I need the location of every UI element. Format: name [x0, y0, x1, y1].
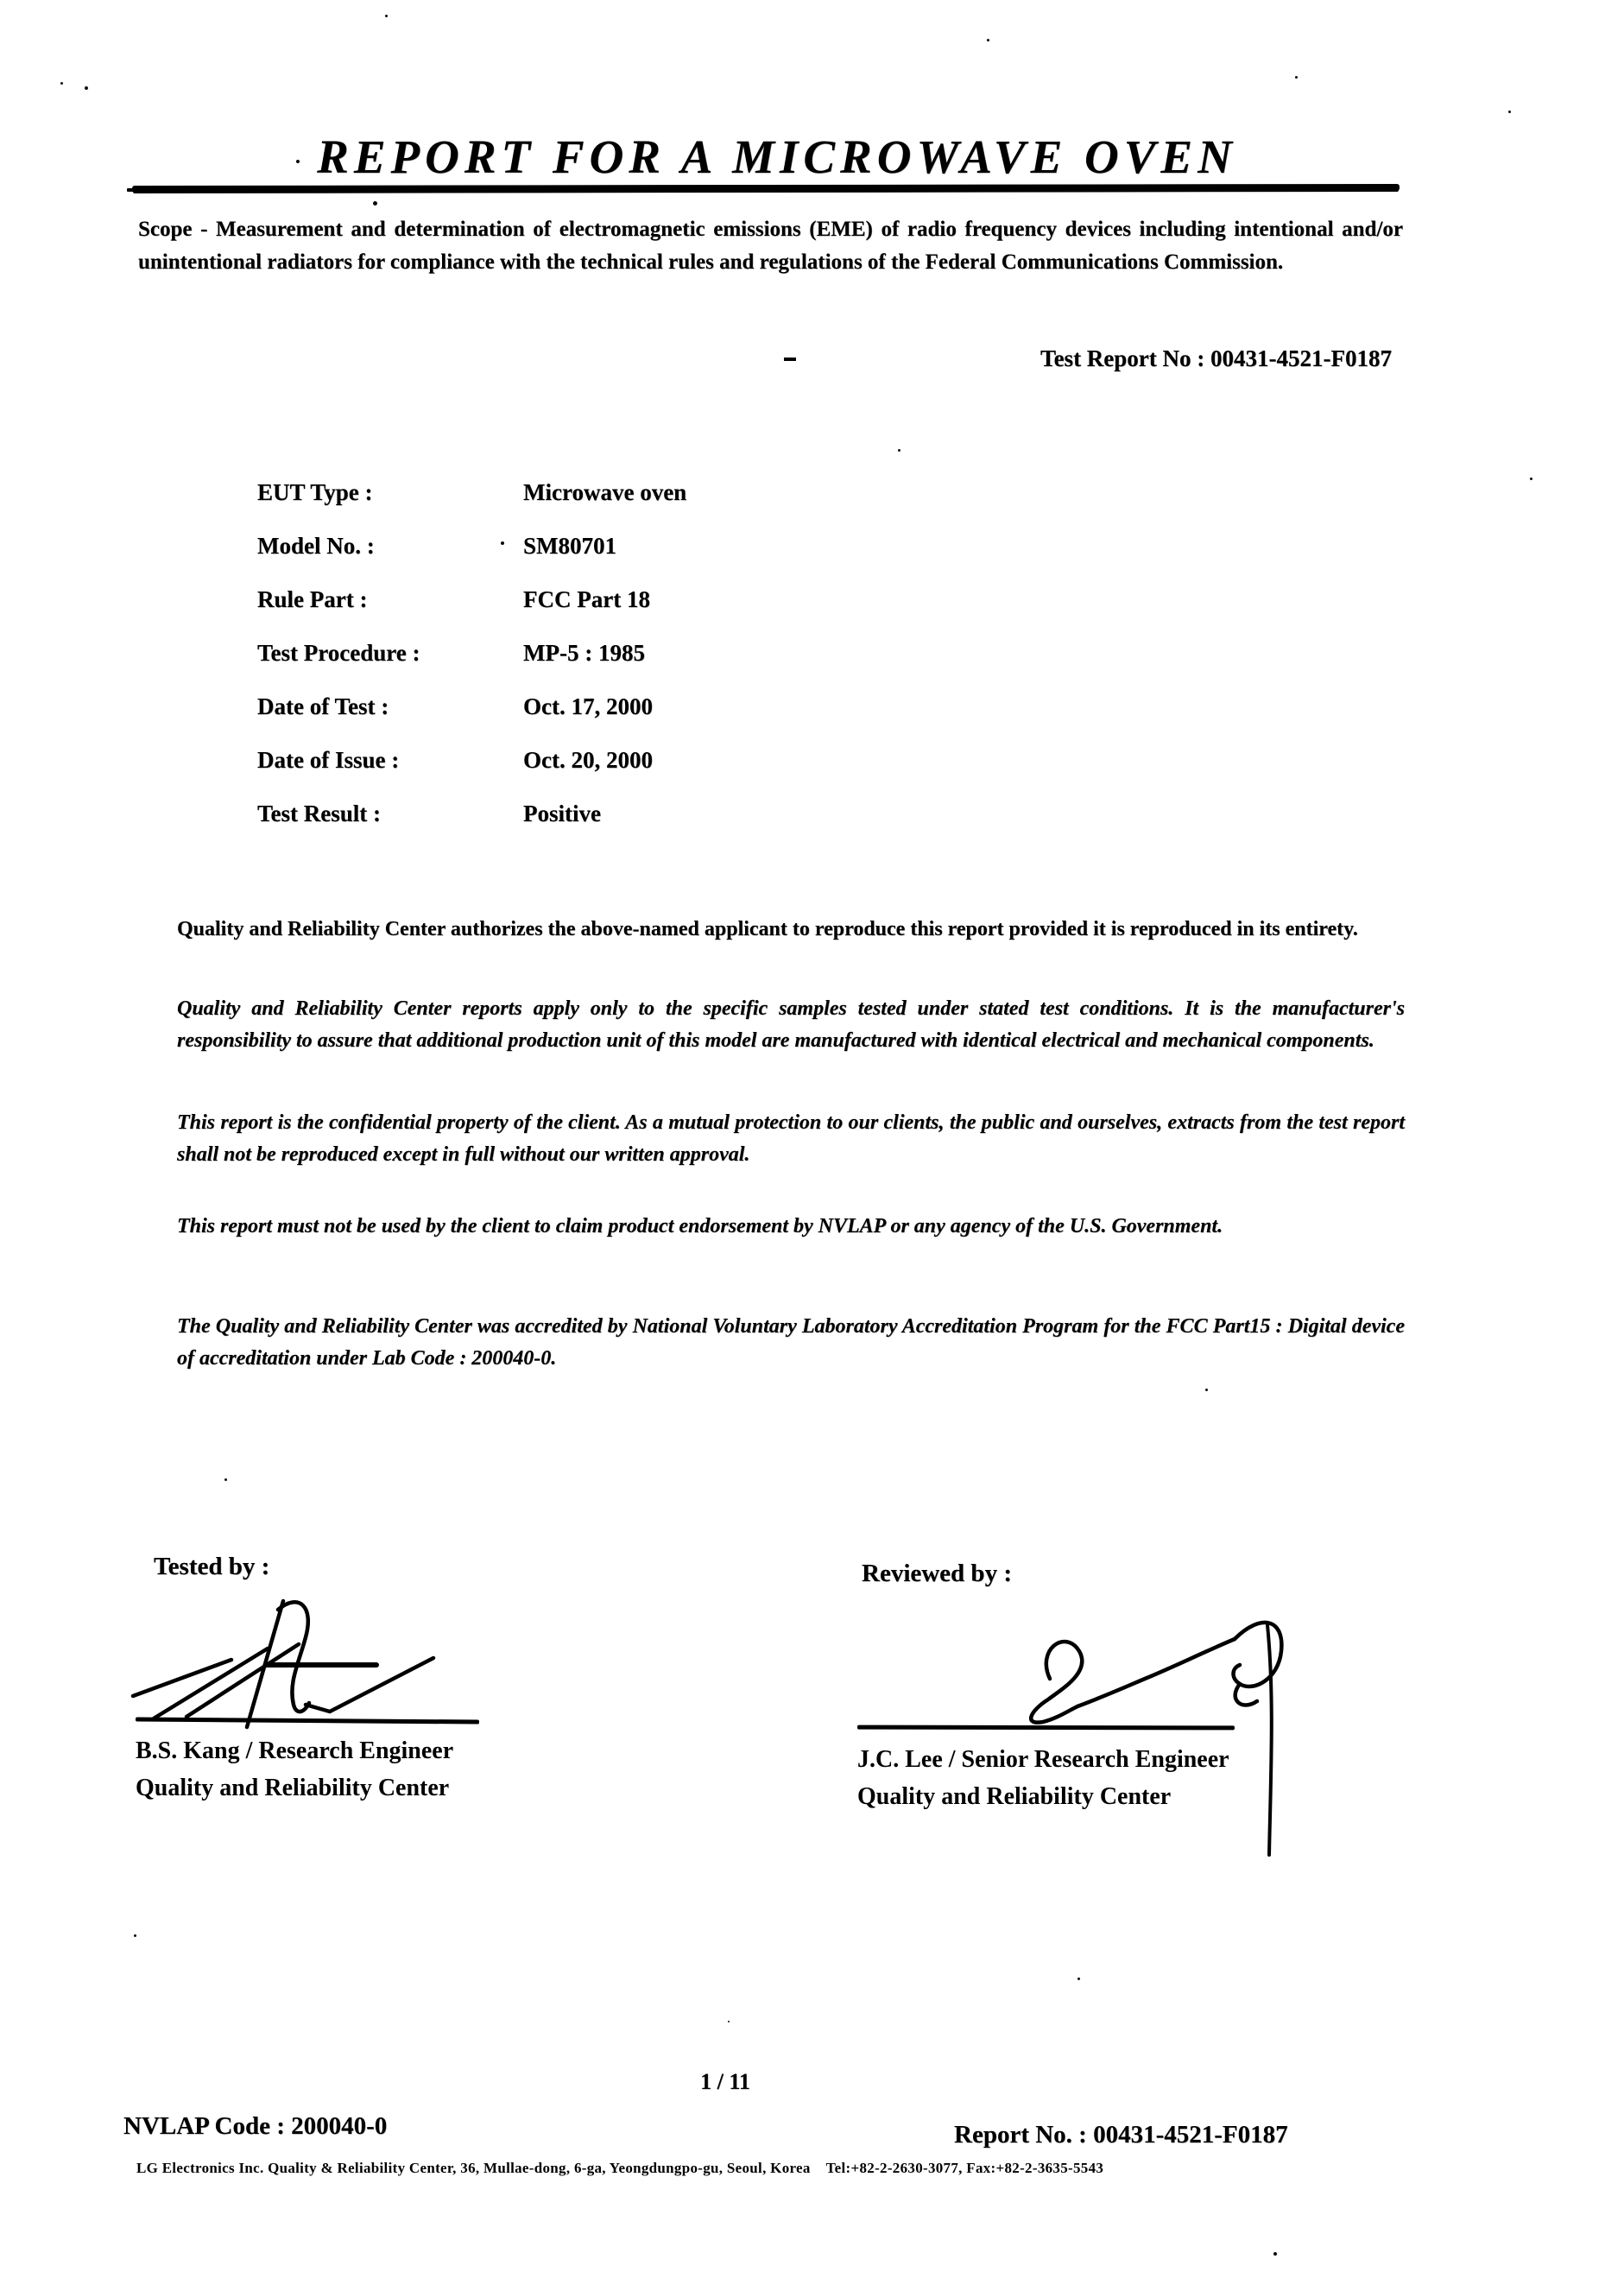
notice-endorsement: This report must not be used by the client to claim product endorsement by NVLAP or any agency of the U.S. Government. — [177, 1215, 1223, 1237]
scan-noise-speck — [501, 541, 504, 545]
scan-noise-speck — [1530, 478, 1532, 480]
eut-row-label: Date of Issue : — [257, 747, 400, 773]
eut-row-label: Model No. : — [257, 533, 375, 559]
eut-row-label: Date of Test : — [257, 693, 389, 719]
reviewed-org: Quality and Reliability Center — [857, 1783, 1172, 1810]
scan-noise-speck — [1295, 76, 1298, 79]
eut-row-value: Microwave oven — [523, 479, 687, 505]
scan-noise-speck — [60, 82, 63, 85]
title-underline — [132, 184, 1400, 193]
eut-summary-table — [257, 477, 686, 829]
scan-noise-speck — [134, 1934, 136, 1937]
notice-accreditation: The Quality and Reliability Center was accredited by National Voluntary Laboratory Accreditation Program for the FCC Part15 : Digital device of accreditation under Lab Code : 200040-0. — [177, 1315, 1405, 1370]
scope-paragraph: Scope - Measurement and determination of electromagnetic emissions (EME) of radio frequency devices including intentional and/or unintentional radiators for compliance with the technical rules and regulations of the Federal Communications Commission. — [138, 218, 1403, 274]
eut-row-value: Oct. 20, 2000 — [523, 747, 653, 773]
scan-noise-speck — [373, 201, 377, 206]
lab-address-line: LG Electronics Inc. Quality & Reliability Center, 36, Mullae-dong, 6-ga, Yeongdungpo-gu, Seoul, Korea Tel:+82-2-2630-3077, Fax:+82-2-3635-5543 — [136, 2160, 1104, 2176]
eut-row-value: MP-5 : 1985 — [523, 640, 645, 666]
test-report-number: Test Report No : 00431-4521-F0187 — [1040, 345, 1392, 371]
notice-reproduction: Quality and Reliability Center authorizes the above-named applicant to reproduce this report provided it is reproduced in its entirety. — [177, 918, 1358, 940]
scan-noise-speck — [85, 86, 88, 90]
reviewed-signatory — [857, 1741, 1229, 1815]
scan-noise-speck — [1077, 1978, 1080, 1980]
scan-noise-speck — [728, 2021, 730, 2022]
eut-row-label: Test Result : — [257, 801, 382, 826]
scan-noise-speck — [224, 1478, 227, 1481]
reviewed-signature-line — [857, 1725, 1235, 1731]
eut-row-value: FCC Part 18 — [523, 586, 650, 612]
tested-signatory — [136, 1732, 453, 1807]
scan-noise-speck — [1205, 1389, 1208, 1391]
page-number: 1 / 11 — [700, 2069, 750, 2094]
tested-by-label: Tested by : — [154, 1553, 270, 1580]
eut-row-label: Rule Part : — [257, 586, 368, 612]
scan-noise-speck — [898, 449, 900, 452]
stray-dash-mark — [784, 358, 796, 361]
footer-report-number: Report No. : 00431-4521-F0187 — [954, 2121, 1288, 2149]
page-title: REPORT FOR A MICROWAVE OVEN — [317, 130, 1237, 183]
reviewed-by-label: Reviewed by : — [862, 1560, 1012, 1587]
scan-noise-speck — [1273, 2252, 1277, 2256]
tested-name: B.S. Kang / Research Engineer — [136, 1737, 454, 1764]
notice-applicability: Quality and Reliability Center reports apply only to the specific samples tested under stated test conditions. It is the manufacturer's responsibility to assure that additional production unit of this model are manufactured with identical electrical and mechanical components. — [177, 997, 1405, 1052]
reviewed-name: J.C. Lee / Senior Research Engineer — [857, 1746, 1229, 1773]
eut-row-value: Oct. 17, 2000 — [523, 693, 653, 719]
notice-confidential: This report is the confidential property of the client. As a mutual protection to our clients, the public and ourselves, extracts from the test report shall not be reproduced except in full without our written approval. — [177, 1111, 1405, 1166]
eut-row-value: SM80701 — [523, 533, 616, 559]
eut-row-label: Test Procedure : — [257, 640, 420, 666]
eut-row-label: EUT Type : — [257, 479, 373, 505]
scan-noise-speck — [987, 39, 989, 41]
scan-noise-speck — [296, 160, 300, 163]
scan-noise-speck — [385, 15, 388, 17]
scan-noise-speck — [1508, 111, 1511, 113]
tested-org: Quality and Reliability Center — [136, 1775, 450, 1801]
eut-row-value: Positive — [523, 801, 601, 826]
kang-signature-icon — [130, 1599, 492, 1729]
nvlap-code: NVLAP Code : 200040-0 — [123, 2112, 388, 2140]
